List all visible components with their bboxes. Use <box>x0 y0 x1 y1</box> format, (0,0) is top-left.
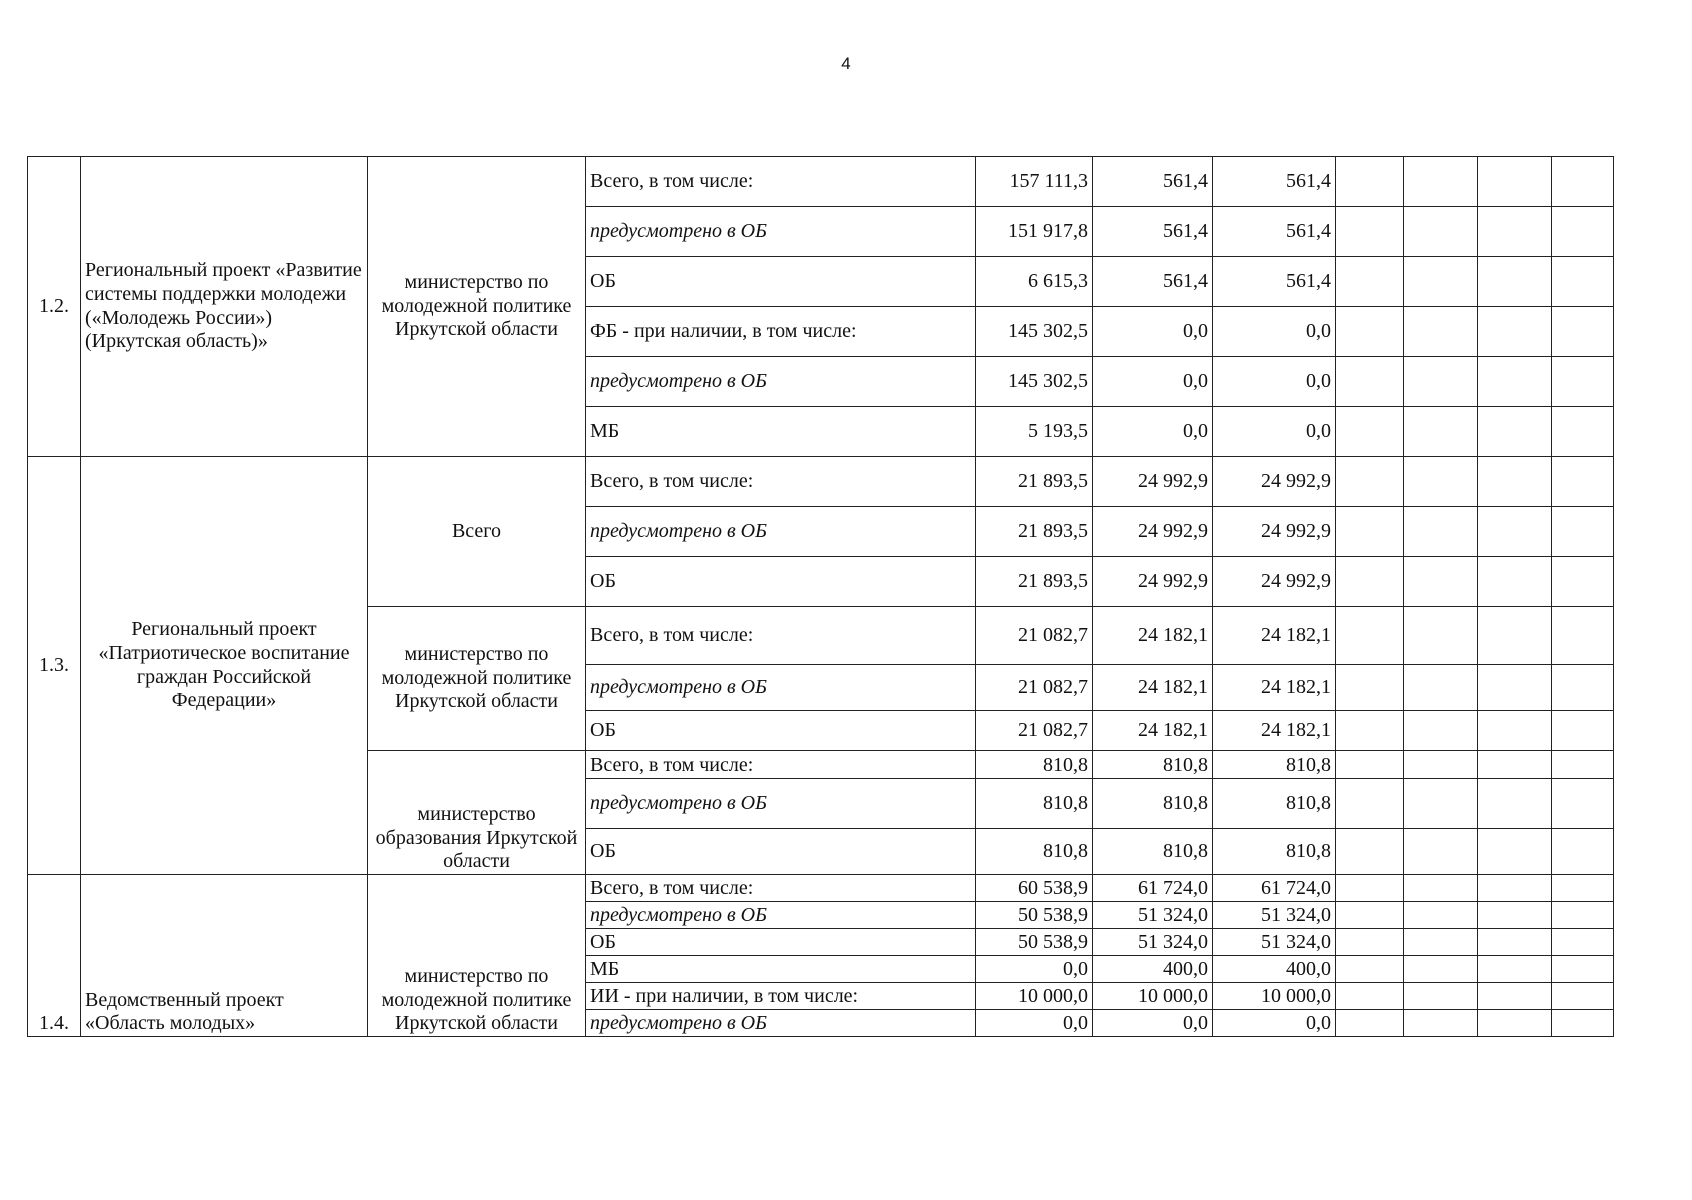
empty-cell <box>1552 307 1614 357</box>
amount-cell: 810,8 <box>1093 779 1213 829</box>
amount-cell: 6 615,3 <box>976 257 1093 307</box>
empty-cell <box>1336 929 1404 956</box>
executor-name: министерство образования Иркутской области <box>368 751 586 875</box>
empty-cell <box>1336 157 1404 207</box>
section-number: 1.2. <box>28 157 81 457</box>
amount-cell: 810,8 <box>1213 829 1336 875</box>
funding-source: Всего, в том числе: <box>586 457 976 507</box>
empty-cell <box>1404 207 1478 257</box>
funding-source: предусмотрено в ОБ <box>586 357 976 407</box>
amount-cell: 24 992,9 <box>1213 557 1336 607</box>
amount-cell: 561,4 <box>1213 157 1336 207</box>
empty-cell <box>1336 779 1404 829</box>
executor-name: Всего <box>368 457 586 607</box>
empty-cell <box>1336 711 1404 751</box>
empty-cell <box>1336 507 1404 557</box>
empty-cell <box>1404 607 1478 665</box>
amount-cell: 561,4 <box>1093 207 1213 257</box>
page-number: 4 <box>841 54 851 73</box>
empty-cell <box>1478 357 1552 407</box>
amount-cell: 24 992,9 <box>1093 507 1213 557</box>
empty-cell <box>1478 711 1552 751</box>
empty-cell <box>1404 307 1478 357</box>
table-row <box>28 157 1614 207</box>
empty-cell <box>1552 751 1614 779</box>
empty-cell <box>1552 665 1614 711</box>
empty-cell <box>1478 607 1552 665</box>
empty-cell <box>1478 257 1552 307</box>
funding-source: ОБ <box>586 557 976 607</box>
funding-source: ОБ <box>586 711 976 751</box>
empty-cell <box>1404 457 1478 507</box>
amount-cell: 0,0 <box>976 1010 1093 1037</box>
funding-source: ФБ - при наличии, в том числе: <box>586 307 976 357</box>
empty-cell <box>1404 902 1478 929</box>
empty-cell <box>1552 983 1614 1010</box>
amount-cell: 810,8 <box>976 751 1093 779</box>
empty-cell <box>1478 665 1552 711</box>
funding-source: Всего, в том числе: <box>586 607 976 665</box>
amount-cell: 10 000,0 <box>976 983 1093 1010</box>
empty-cell <box>1404 829 1478 875</box>
empty-cell <box>1404 711 1478 751</box>
funding-source: ОБ <box>586 257 976 307</box>
empty-cell <box>1404 557 1478 607</box>
empty-cell <box>1404 779 1478 829</box>
executor-name: министерство по молодежной политике Иркутской области <box>368 875 586 1037</box>
empty-cell <box>1336 407 1404 457</box>
amount-cell: 145 302,5 <box>976 307 1093 357</box>
empty-cell <box>1336 357 1404 407</box>
amount-cell: 0,0 <box>1213 1010 1336 1037</box>
empty-cell <box>1552 875 1614 902</box>
empty-cell <box>1336 607 1404 665</box>
funding-source: ОБ <box>586 829 976 875</box>
project-name: Региональный проект «Патриотическое воспитание граждан Российской Федерации» <box>81 457 368 875</box>
funding-source: предусмотрено в ОБ <box>586 507 976 557</box>
empty-cell <box>1336 207 1404 257</box>
empty-cell <box>1478 829 1552 875</box>
funding-source: МБ <box>586 956 976 983</box>
amount-cell: 10 000,0 <box>1093 983 1213 1010</box>
amount-cell: 0,0 <box>976 956 1093 983</box>
amount-cell: 21 893,5 <box>976 557 1093 607</box>
empty-cell <box>1404 1010 1478 1037</box>
empty-cell <box>1478 902 1552 929</box>
amount-cell: 0,0 <box>1093 307 1213 357</box>
amount-cell: 24 992,9 <box>1213 457 1336 507</box>
amount-cell: 51 324,0 <box>1093 902 1213 929</box>
amount-cell: 50 538,9 <box>976 902 1093 929</box>
empty-cell <box>1478 557 1552 607</box>
amount-cell: 24 182,1 <box>1213 711 1336 751</box>
funding-source: предусмотрено в ОБ <box>586 779 976 829</box>
empty-cell <box>1478 875 1552 902</box>
amount-cell: 51 324,0 <box>1093 929 1213 956</box>
funding-source: предусмотрено в ОБ <box>586 902 976 929</box>
amount-cell: 810,8 <box>1213 751 1336 779</box>
empty-cell <box>1404 929 1478 956</box>
amount-cell: 0,0 <box>1093 357 1213 407</box>
table-row <box>28 457 1614 507</box>
funding-source: предусмотрено в ОБ <box>586 665 976 711</box>
empty-cell <box>1478 407 1552 457</box>
amount-cell: 561,4 <box>1213 257 1336 307</box>
amount-cell: 24 182,1 <box>1093 665 1213 711</box>
amount-cell: 400,0 <box>1213 956 1336 983</box>
amount-cell: 151 917,8 <box>976 207 1093 257</box>
empty-cell <box>1404 157 1478 207</box>
empty-cell <box>1552 357 1614 407</box>
empty-cell <box>1336 1010 1404 1037</box>
amount-cell: 561,4 <box>1213 207 1336 257</box>
amount-cell: 24 182,1 <box>1213 665 1336 711</box>
empty-cell <box>1336 307 1404 357</box>
amount-cell: 0,0 <box>1093 1010 1213 1037</box>
amount-cell: 0,0 <box>1213 357 1336 407</box>
amount-cell: 24 182,1 <box>1093 711 1213 751</box>
budget-table <box>27 156 1614 1037</box>
amount-cell: 24 992,9 <box>1093 557 1213 607</box>
funding-source: ОБ <box>586 929 976 956</box>
amount-cell: 51 324,0 <box>1213 929 1336 956</box>
empty-cell <box>1404 956 1478 983</box>
empty-cell <box>1478 157 1552 207</box>
empty-cell <box>1552 207 1614 257</box>
empty-cell <box>1404 257 1478 307</box>
empty-cell <box>1336 557 1404 607</box>
empty-cell <box>1404 507 1478 557</box>
empty-cell <box>1552 902 1614 929</box>
empty-cell <box>1336 665 1404 711</box>
amount-cell: 561,4 <box>1093 157 1213 207</box>
section-number: 1.3. <box>28 457 81 875</box>
amount-cell: 810,8 <box>1213 779 1336 829</box>
empty-cell <box>1404 407 1478 457</box>
executor-name: министерство по молодежной политике Иркутской области <box>368 157 586 457</box>
executor-name: министерство по молодежной политике Иркутской области <box>368 607 586 751</box>
amount-cell: 50 538,9 <box>976 929 1093 956</box>
empty-cell <box>1552 779 1614 829</box>
amount-cell: 810,8 <box>1093 751 1213 779</box>
empty-cell <box>1552 457 1614 507</box>
budget-table-body <box>28 157 1614 1037</box>
funding-source: предусмотрено в ОБ <box>586 1010 976 1037</box>
empty-cell <box>1478 751 1552 779</box>
empty-cell <box>1404 357 1478 407</box>
amount-cell: 60 538,9 <box>976 875 1093 902</box>
empty-cell <box>1336 956 1404 983</box>
amount-cell: 51 324,0 <box>1213 902 1336 929</box>
empty-cell <box>1404 665 1478 711</box>
funding-source: Всего, в том числе: <box>586 751 976 779</box>
empty-cell <box>1478 779 1552 829</box>
amount-cell: 561,4 <box>1093 257 1213 307</box>
project-name: Ведомственный проект «Область молодых» <box>81 875 368 1037</box>
amount-cell: 24 992,9 <box>1093 457 1213 507</box>
amount-cell: 400,0 <box>1093 956 1213 983</box>
empty-cell <box>1552 956 1614 983</box>
empty-cell <box>1552 257 1614 307</box>
empty-cell <box>1552 407 1614 457</box>
amount-cell: 10 000,0 <box>1213 983 1336 1010</box>
table-row <box>28 875 1614 902</box>
amount-cell: 61 724,0 <box>1093 875 1213 902</box>
funding-source: Всего, в том числе: <box>586 875 976 902</box>
empty-cell <box>1478 507 1552 557</box>
amount-cell: 0,0 <box>1213 407 1336 457</box>
empty-cell <box>1552 829 1614 875</box>
empty-cell <box>1552 157 1614 207</box>
empty-cell <box>1552 711 1614 751</box>
empty-cell <box>1552 507 1614 557</box>
amount-cell: 21 082,7 <box>976 711 1093 751</box>
funding-source: ИИ - при наличии, в том числе: <box>586 983 976 1010</box>
amount-cell: 810,8 <box>976 829 1093 875</box>
empty-cell <box>1336 751 1404 779</box>
amount-cell: 810,8 <box>1093 829 1213 875</box>
amount-cell: 21 893,5 <box>976 457 1093 507</box>
section-number: 1.4. <box>28 875 81 1037</box>
empty-cell <box>1478 956 1552 983</box>
empty-cell <box>1336 902 1404 929</box>
amount-cell: 810,8 <box>976 779 1093 829</box>
empty-cell <box>1478 207 1552 257</box>
empty-cell <box>1478 1010 1552 1037</box>
empty-cell <box>1552 607 1614 665</box>
amount-cell: 157 111,3 <box>976 157 1093 207</box>
project-name: Региональный проект «Развитие системы поддержки молодежи («Молодежь России») (Иркутская область)» <box>81 157 368 457</box>
empty-cell <box>1478 457 1552 507</box>
empty-cell <box>1336 875 1404 902</box>
empty-cell <box>1336 983 1404 1010</box>
amount-cell: 0,0 <box>1213 307 1336 357</box>
empty-cell <box>1478 983 1552 1010</box>
amount-cell: 21 082,7 <box>976 665 1093 711</box>
funding-source: МБ <box>586 407 976 457</box>
empty-cell <box>1336 829 1404 875</box>
amount-cell: 21 893,5 <box>976 507 1093 557</box>
amount-cell: 145 302,5 <box>976 357 1093 407</box>
amount-cell: 0,0 <box>1093 407 1213 457</box>
empty-cell <box>1404 875 1478 902</box>
empty-cell <box>1336 257 1404 307</box>
empty-cell <box>1478 307 1552 357</box>
amount-cell: 61 724,0 <box>1213 875 1336 902</box>
empty-cell <box>1336 457 1404 507</box>
amount-cell: 5 193,5 <box>976 407 1093 457</box>
amount-cell: 24 182,1 <box>1213 607 1336 665</box>
empty-cell <box>1552 557 1614 607</box>
funding-source: Всего, в том числе: <box>586 157 976 207</box>
amount-cell: 24 992,9 <box>1213 507 1336 557</box>
empty-cell <box>1404 751 1478 779</box>
funding-source: предусмотрено в ОБ <box>586 207 976 257</box>
empty-cell <box>1552 929 1614 956</box>
empty-cell <box>1552 1010 1614 1037</box>
amount-cell: 21 082,7 <box>976 607 1093 665</box>
amount-cell: 24 182,1 <box>1093 607 1213 665</box>
empty-cell <box>1478 929 1552 956</box>
empty-cell <box>1404 983 1478 1010</box>
